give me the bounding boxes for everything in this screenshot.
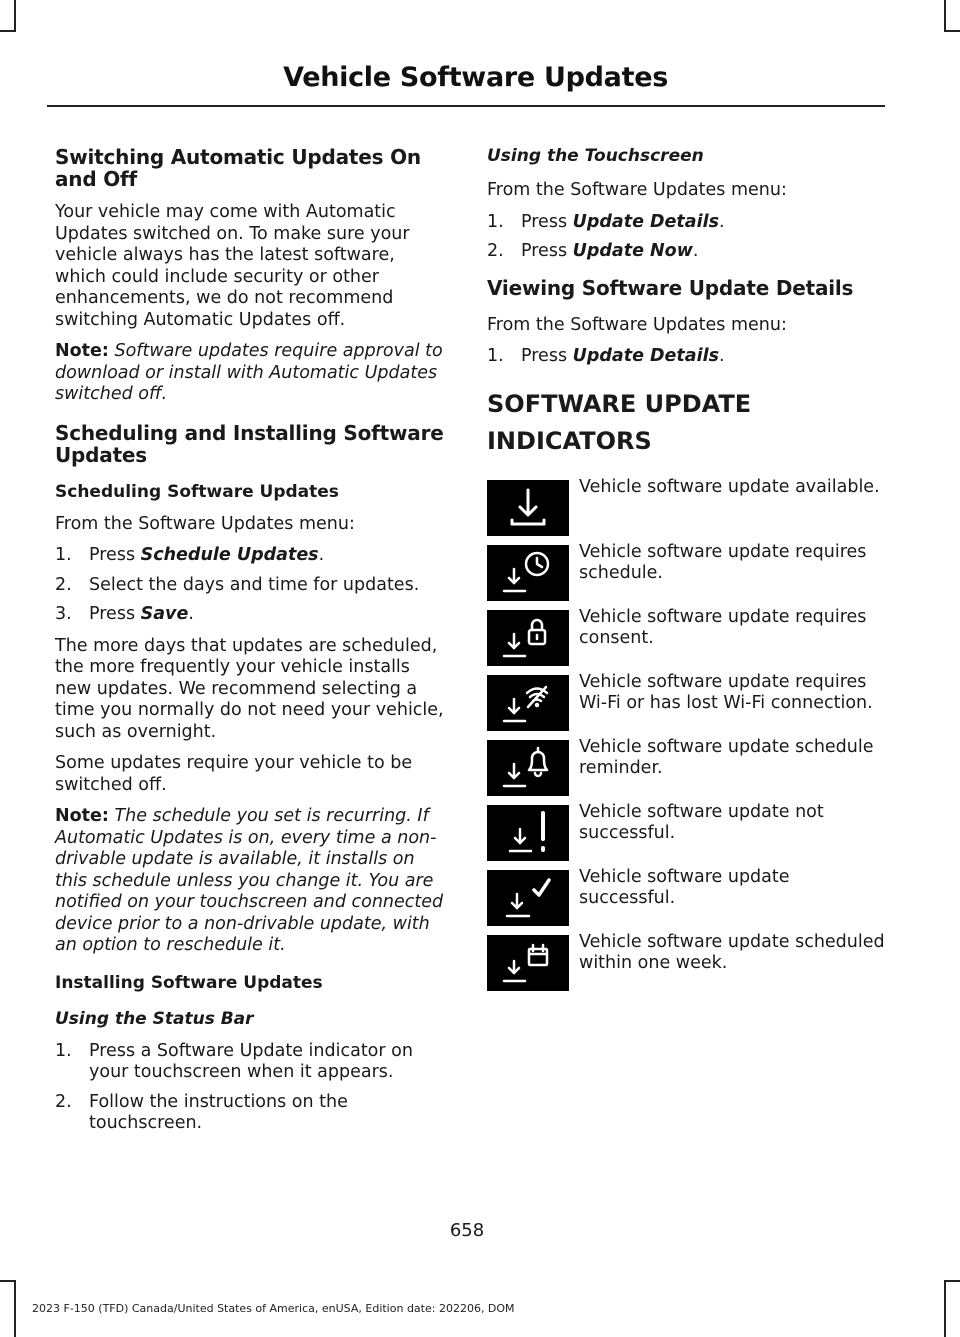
indicator-text: Vehicle software update not successful. — [579, 801, 824, 843]
step-number: 2. — [55, 1091, 72, 1112]
crop-mark — [944, 30, 960, 32]
indicator-row — [487, 736, 887, 796]
paragraph-from-menu: From the Software Updates menu: — [487, 180, 787, 200]
step-text: Follow the instructions on the touchscreen. — [89, 1091, 348, 1133]
heading-using-status-bar: Using the Status Bar — [55, 1008, 254, 1029]
list-item — [55, 1041, 450, 1084]
step-text: Press — [521, 346, 573, 366]
footer-edition-info: 2023 F-150 (TFD) Canada/United States of America, enUSA, Edition date: 202206, DOM — [32, 1302, 515, 1315]
note-text: Software updates require approval to download or install with Automatic Updates switched off. — [55, 341, 443, 404]
schedule-steps-list — [55, 545, 450, 626]
note-text: The schedule you set is recurring. If Automatic Updates is on, every time a non-drivable update is available, it installs on this schedule unless you change it. You are notified on your touchscreen and connected device prior to a non-drivable update, with an option to reschedule it. — [55, 806, 444, 955]
download-clock-icon — [487, 545, 569, 601]
step-number: 1. — [487, 346, 504, 366]
left-column — [55, 146, 450, 1145]
heading-scheduling-and-installing: Scheduling and Installing Software Updates — [55, 420, 444, 467]
page-number: 658 — [449, 1220, 485, 1241]
list-item — [487, 346, 887, 368]
step-suffix: . — [188, 604, 194, 624]
step-number: 2. — [487, 241, 504, 261]
indicator-row — [487, 866, 887, 926]
list-item — [55, 545, 450, 567]
paragraph-from-menu: From the Software Updates menu: — [487, 314, 787, 335]
step-emphasis: Update Details — [572, 211, 720, 232]
step-text: Press — [521, 211, 573, 232]
step-text: Select the days and time for updates. — [89, 574, 420, 595]
download-icon — [487, 480, 569, 536]
download-exclamation-icon — [487, 805, 569, 861]
download-calendar-icon — [487, 935, 569, 991]
crop-mark — [944, 1280, 960, 1282]
crop-mark — [0, 1280, 16, 1282]
step-text: Press — [89, 545, 141, 565]
right-column — [487, 146, 887, 1000]
list-item — [55, 604, 450, 626]
crop-mark — [14, 0, 16, 32]
step-emphasis: Update Details — [572, 346, 720, 366]
crop-mark — [14, 1280, 16, 1337]
indicator-text: Vehicle software update available. — [579, 476, 880, 497]
indicator-row — [487, 671, 887, 731]
step-number: 1. — [55, 1040, 72, 1061]
download-wifi-off-icon — [487, 675, 569, 731]
list-item — [55, 1092, 450, 1135]
heading-switching-automatic-updates: Switching Automatic Updates On and Off — [55, 145, 421, 191]
paragraph-from-menu: From the Software Updates menu: — [55, 513, 355, 534]
indicator-text: Vehicle software update schedule reminder. — [579, 736, 874, 778]
step-emphasis: Save — [140, 604, 189, 624]
indicator-row — [487, 476, 887, 536]
indicator-row — [487, 801, 887, 861]
page-title: Vehicle Software Updates — [283, 62, 668, 93]
indicator-row — [487, 606, 887, 666]
heading-line: SOFTWARE UPDATE — [487, 389, 752, 418]
note-label: Note: — [55, 341, 109, 361]
title-rule — [47, 105, 885, 107]
status-steps-list — [55, 1041, 450, 1135]
note-approval — [55, 341, 450, 406]
download-check-icon — [487, 870, 569, 926]
step-text: Press — [89, 604, 141, 624]
step-emphasis: Schedule Updates — [140, 545, 319, 565]
list-item — [487, 241, 887, 263]
heading-using-touchscreen: Using the Touchscreen — [487, 146, 704, 166]
step-text: Press a Software Update indicator on your touchscreen when it appears. — [89, 1040, 413, 1082]
heading-installing-software-updates: Installing Software Updates — [55, 972, 323, 993]
step-suffix: . — [719, 346, 725, 366]
indicator-text: Vehicle software update requires consent. — [579, 606, 867, 648]
indicator-text: Vehicle software update successful. — [579, 866, 790, 908]
indicator-text: Vehicle software update scheduled within one week. — [579, 931, 885, 973]
crop-mark — [944, 1280, 946, 1337]
indicator-text: Vehicle software update requires Wi-Fi or has lost Wi-Fi connection. — [579, 671, 873, 713]
note-label: Note: — [55, 806, 109, 826]
crop-mark — [0, 30, 16, 32]
note-recurring — [55, 806, 450, 957]
paragraph-more-days: The more days that updates are scheduled, the more frequently your vehicle installs new updates. We recommend selecting a time you normally do not need your vehicle, such as overnight. — [55, 635, 444, 742]
heading-viewing-details: Viewing Software Update Details — [487, 275, 854, 300]
heading-scheduling-software-updates: Scheduling Software Updates — [55, 481, 339, 502]
step-number: 2. — [55, 574, 72, 595]
step-number: 1. — [55, 545, 72, 565]
indicator-row — [487, 931, 887, 991]
step-number: 3. — [55, 604, 72, 624]
step-suffix: . — [318, 545, 325, 565]
touch-steps-list — [487, 212, 887, 263]
indicator-list — [487, 476, 887, 991]
list-item — [487, 212, 887, 234]
step-suffix: . — [719, 211, 725, 232]
paragraph-switching: Your vehicle may come with Automatic Updates switched on. To make sure your vehicle always has the latest software, which could include security or other enhancements, we do not recommend switching Automatic Updates off. — [55, 202, 410, 330]
view-steps-list — [487, 346, 887, 368]
step-number: 1. — [487, 211, 504, 232]
indicator-row — [487, 541, 887, 601]
list-item — [55, 575, 450, 597]
heading-line: INDICATORS — [487, 426, 652, 455]
heading-software-update-indicators — [487, 390, 887, 456]
step-suffix: . — [692, 241, 699, 261]
paragraph-some-updates: Some updates require your vehicle to be switched off. — [55, 753, 413, 795]
step-emphasis: Update Now — [572, 241, 693, 261]
indicator-text: Vehicle software update requires schedule. — [579, 541, 867, 583]
crop-mark — [944, 0, 946, 32]
download-lock-icon — [487, 610, 569, 666]
step-text: Press — [521, 241, 573, 261]
download-bell-icon — [487, 740, 569, 796]
